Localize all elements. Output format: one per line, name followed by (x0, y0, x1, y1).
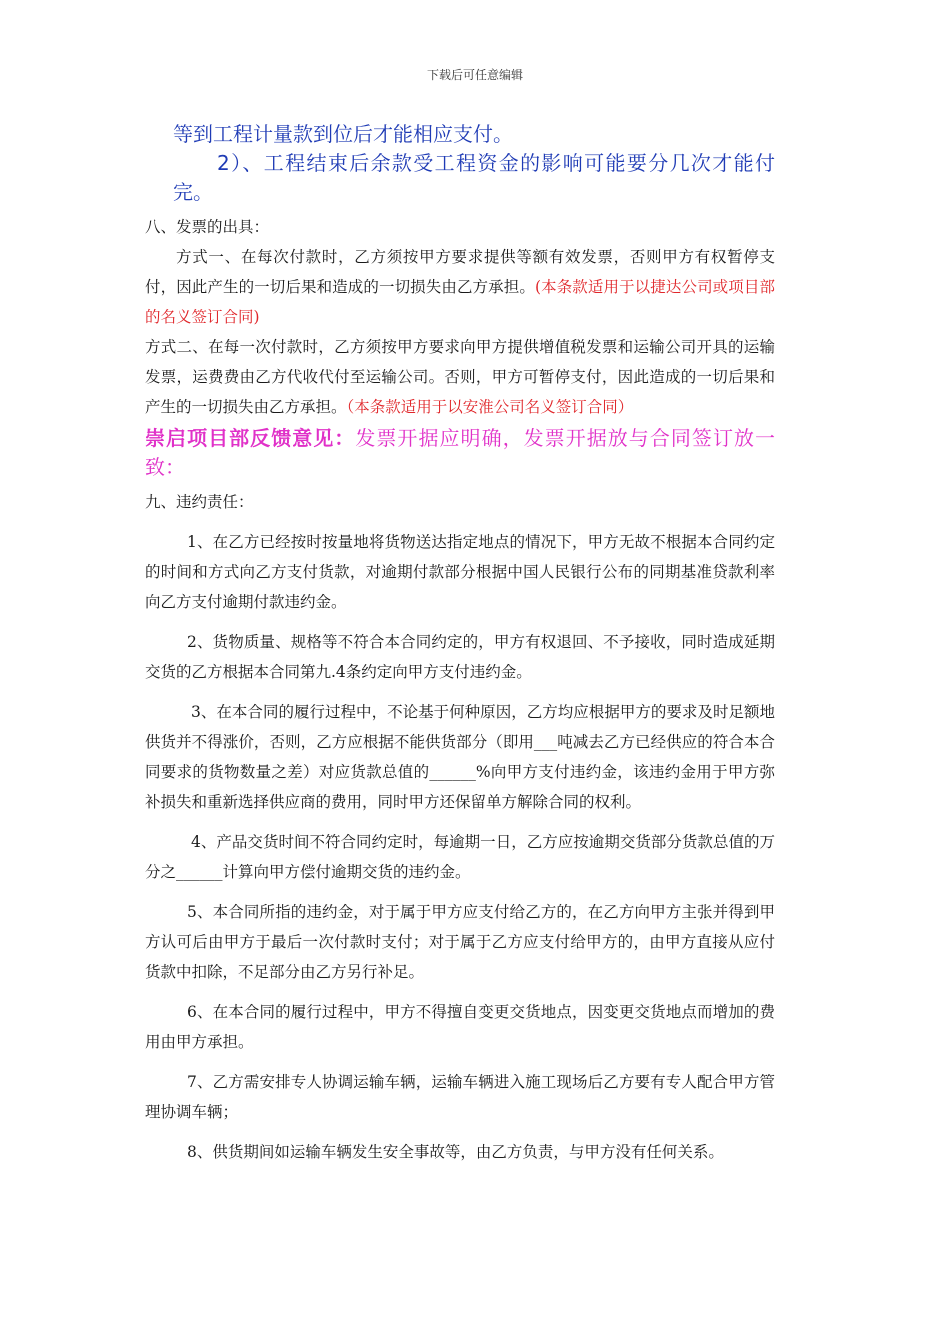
invoice-method2-text: 方式二、在每一次付款时，乙方须按甲方要求向甲方提供增值税发票和运输公司开具的运输发票，运费费由乙方代收代付至运输公司。否则，甲方可暂停支付，因此造成的一切后果和产生的一切损失由乙方承担。 (145, 338, 775, 416)
invoice-method2-note: （本条款适用于以安淮公司名义签订合同） (346, 398, 634, 416)
invoice-method1-text: 方式一、在每次付款时，乙方须按甲方要求提供等额有效发票，否则甲方有权暂停支付，因此产生的一切后果和造成的一切损失由乙方承担。 (145, 248, 775, 296)
section8-title: 八、发票的出具： (145, 218, 270, 236)
breach-item-3: 3、在本合同的履行过程中，不论基于何种原因，乙方均应根据甲方的要求及时足额地供货并不得涨价，否则，乙方应根据不能供货部分（即用___吨减去乙方已经供应的符合本合同要求的货物数量之差）对应货款总值的______%向甲方支付违约金，该违约金用于甲方弥补损失和重新选择供应商的费用，同时甲方还保留单方解除合同的权利。 (145, 703, 775, 811)
document-body (145, 120, 775, 1167)
breach-item-5: 5、本合同所指的违约金，对于属于甲方应支付给乙方的，在乙方向甲方主张并得到甲方认可后由甲方于最后一次付款时支付；对于属于乙方应支付给甲方的，由甲方直接从应付货款中扣除，不足部分由乙方另行补足。 (145, 903, 775, 981)
payment-note-line2-text: 2）、工程结束后余款受工程资金的影响可能要分几次才能付完。 (173, 151, 775, 204)
section9-title: 九、违约责任： (145, 493, 254, 511)
payment-note-line1: 等到工程计量款到位后才能相应支付。 (173, 122, 513, 146)
feedback-label: 崇启项目部反馈意见： (145, 426, 356, 450)
feedback-paragraph (145, 424, 775, 482)
page-header: 下载后可任意编辑 (426, 68, 523, 82)
invoice-method1-note: (本条款适用于以捷达公司或项目部的名义签订合同) (145, 278, 775, 326)
breach-item-1: 1、在乙方已经按时按量地将货物送达指定地点的情况下，甲方无故不根据本合同约定的时间和方式向乙方支付货款，对逾期付款部分根据中国人民银行公布的同期基准贷款利率向乙方支付逾期付款违约金。 (145, 533, 775, 611)
invoice-method1 (145, 242, 775, 332)
invoice-method2 (145, 332, 775, 422)
breach-item-6: 6、在本合同的履行过程中，甲方不得擅自变更交货地点，因变更交货地点而增加的费用由甲方承担。 (145, 1003, 775, 1051)
breach-item-7: 7、乙方需安排专人协调运输车辆，运输车辆进入施工现场后乙方要有专人配合甲方管理协调车辆； (145, 1073, 775, 1121)
breach-item-4: 4、产品交货时间不符合同约定时，每逾期一日，乙方应按逾期交货部分货款总值的万分之______计算向甲方偿付逾期交货的违约金。 (145, 833, 775, 881)
feedback-text: 发票开据应明确，发票开据放与合同签订放一致： (145, 426, 776, 479)
breach-item-2: 2、货物质量、规格等不符合本合同约定的，甲方有权退回、不予接收，同时造成延期交货的乙方根据本合同第九.4条约定向甲方支付违约金。 (145, 633, 775, 681)
payment-note-line2 (145, 149, 775, 207)
breach-item-8: 8、供货期间如运输车辆发生安全事故等，由乙方负责，与甲方没有任何关系。 (187, 1143, 724, 1161)
